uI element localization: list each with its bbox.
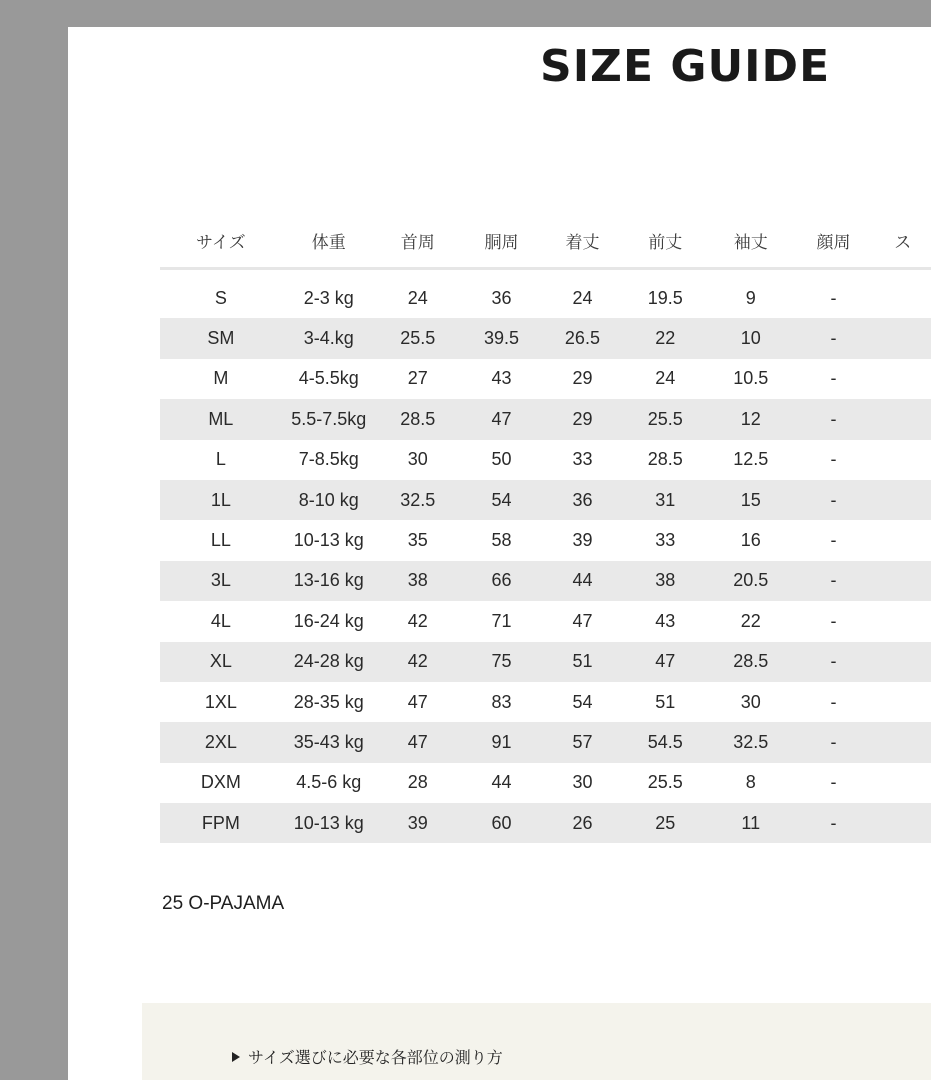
table-cell — [874, 561, 931, 601]
table-cell: 57 — [543, 722, 621, 762]
table-cell: 10.5 — [733, 368, 769, 389]
table-cell: 32.5 — [709, 722, 793, 762]
table-cell: - — [830, 530, 837, 551]
table-row — [160, 601, 931, 641]
table-cell — [874, 440, 931, 480]
table-cell: 19.5 — [647, 287, 683, 308]
column-header: サイズ — [160, 213, 282, 269]
size-cell: M — [213, 368, 229, 389]
table-cell: 4-5.5kg — [298, 368, 359, 389]
size-cell: S — [214, 287, 227, 308]
size-table-container — [160, 213, 931, 843]
table-row — [160, 440, 931, 480]
size-cell: 2XL — [160, 722, 282, 762]
table-cell: 47 — [622, 642, 709, 682]
table-cell: 51 — [655, 691, 676, 712]
table-cell: - — [793, 561, 875, 601]
table-row — [160, 520, 931, 560]
table-cell — [874, 601, 931, 641]
table-cell: 20.5 — [709, 561, 793, 601]
table-cell: 47 — [407, 691, 428, 712]
table-cell: 26.5 — [543, 318, 621, 358]
table-cell: - — [830, 368, 837, 389]
column-header: ス — [874, 213, 931, 269]
table-cell: - — [793, 803, 875, 843]
table-cell — [874, 682, 931, 722]
table-cell: 28.5 — [709, 642, 793, 682]
table-cell: 75 — [460, 642, 544, 682]
table-cell: 29 — [543, 399, 621, 439]
table-cell: 29 — [572, 368, 593, 389]
page-title: SIZE GUIDE — [540, 41, 831, 92]
table-cell: 15 — [709, 480, 793, 520]
table-cell: 33 — [572, 449, 593, 470]
table-cell: 54 — [460, 480, 544, 520]
size-cell: 3L — [160, 561, 282, 601]
disclosure-triangle-icon — [232, 1052, 240, 1062]
spacer-cell — [793, 269, 875, 279]
table-cell: 16 — [740, 530, 761, 551]
table-cell: 32.5 — [376, 480, 460, 520]
table-cell: 12.5 — [733, 449, 769, 470]
table-cell: 47 — [572, 610, 593, 631]
table-cell: 39 — [572, 530, 593, 551]
table-cell: 2-3 kg — [303, 287, 354, 308]
table-header-row — [160, 213, 931, 269]
table-row — [160, 278, 931, 318]
measure-guide-label: サイズ選びに必要な各部位の測り方 — [248, 1048, 503, 1067]
table-cell: 10 — [709, 318, 793, 358]
table-cell — [874, 803, 931, 843]
table-cell: - — [793, 722, 875, 762]
header-spacer — [160, 269, 931, 279]
size-cell: SM — [160, 318, 282, 358]
product-name: 25 O-PAJAMA — [162, 893, 285, 914]
table-cell: 24 — [655, 368, 676, 389]
size-cell: 1L — [160, 480, 282, 520]
table-cell: 22 — [622, 318, 709, 358]
table-cell: 25.5 — [622, 399, 709, 439]
table-cell: 16-24 kg — [293, 610, 364, 631]
table-cell: 36 — [543, 480, 621, 520]
table-cell — [874, 763, 931, 803]
table-cell — [874, 480, 931, 520]
table-row — [160, 399, 931, 439]
spacer-cell — [543, 269, 621, 279]
table-cell: 10-13 kg — [282, 803, 376, 843]
table-cell: 36 — [491, 287, 512, 308]
table-cell: 66 — [460, 561, 544, 601]
table-cell: 54 — [572, 691, 593, 712]
table-cell: 12 — [709, 399, 793, 439]
table-row — [160, 318, 931, 358]
table-cell: 43 — [491, 368, 512, 389]
table-cell: 8-10 kg — [282, 480, 376, 520]
table-cell — [874, 399, 931, 439]
table-row — [160, 763, 931, 803]
table-cell: 4.5-6 kg — [296, 772, 362, 793]
table-cell: 47 — [376, 722, 460, 762]
table-cell: - — [793, 642, 875, 682]
table-cell: 30 — [572, 772, 593, 793]
size-cell: FPM — [160, 803, 282, 843]
table-cell: - — [830, 772, 837, 793]
table-cell: 44 — [543, 561, 621, 601]
spacer-cell — [460, 269, 544, 279]
table-cell: 54.5 — [622, 722, 709, 762]
table-cell: 26 — [543, 803, 621, 843]
column-header: 袖丈 — [709, 213, 793, 269]
size-cell: 4L — [210, 610, 231, 631]
column-header: 前丈 — [622, 213, 709, 269]
table-row — [160, 682, 931, 722]
table-cell: 25 — [622, 803, 709, 843]
table-row — [160, 642, 931, 682]
column-header: 着丈 — [543, 213, 621, 269]
table-cell: 28.5 — [647, 449, 683, 470]
table-cell: 5.5-7.5kg — [282, 399, 376, 439]
column-header: 体重 — [282, 213, 376, 269]
spacer-cell — [874, 269, 931, 279]
table-cell: 38 — [622, 561, 709, 601]
column-header: 首周 — [376, 213, 460, 269]
table-cell: 42 — [407, 610, 428, 631]
table-cell — [874, 722, 931, 762]
table-cell — [874, 318, 931, 358]
table-cell: 30 — [407, 449, 428, 470]
table-cell: - — [793, 318, 875, 358]
table-cell: 39 — [376, 803, 460, 843]
table-cell: 25.5 — [376, 318, 460, 358]
table-cell: 38 — [376, 561, 460, 601]
table-cell: - — [830, 449, 837, 470]
table-cell: 42 — [376, 642, 460, 682]
table-cell: 22 — [740, 610, 761, 631]
measurement-panel — [142, 1003, 931, 1080]
table-cell: 7-8.5kg — [298, 449, 359, 470]
spacer-cell — [282, 269, 376, 279]
table-cell: - — [830, 287, 837, 308]
table-cell: 9 — [745, 287, 756, 308]
table-cell — [874, 520, 931, 560]
table-cell: 24 — [407, 287, 428, 308]
table-row — [160, 359, 931, 399]
table-cell: 71 — [491, 610, 512, 631]
table-cell: 24-28 kg — [282, 642, 376, 682]
table-cell — [874, 642, 931, 682]
spacer-cell — [622, 269, 709, 279]
table-row — [160, 722, 931, 762]
table-cell: 8 — [745, 772, 756, 793]
size-cell: XL — [160, 642, 282, 682]
table-cell: 10-13 kg — [293, 530, 364, 551]
table-cell: 24 — [572, 287, 593, 308]
table-cell: 60 — [460, 803, 544, 843]
table-cell: 28-35 kg — [293, 691, 364, 712]
table-cell: 35-43 kg — [282, 722, 376, 762]
column-header: 顔周 — [793, 213, 875, 269]
table-cell — [874, 278, 931, 318]
table-cell: 83 — [491, 691, 512, 712]
table-cell: 25.5 — [647, 772, 683, 793]
table-cell: 47 — [460, 399, 544, 439]
size-guide-sheet — [68, 27, 931, 1080]
table-cell: 43 — [655, 610, 676, 631]
table-cell: 50 — [491, 449, 512, 470]
table-cell: 33 — [655, 530, 676, 551]
table-cell: - — [830, 691, 837, 712]
measure-guide-toggle[interactable] — [232, 1045, 503, 1068]
table-cell — [874, 359, 931, 399]
table-body — [160, 269, 931, 844]
table-cell: 91 — [460, 722, 544, 762]
spacer-cell — [376, 269, 460, 279]
table-cell: 27 — [407, 368, 428, 389]
spacer-cell — [709, 269, 793, 279]
table-cell: 35 — [407, 530, 428, 551]
table-cell: 13-16 kg — [282, 561, 376, 601]
size-cell: L — [215, 449, 226, 470]
size-cell: 1XL — [204, 691, 237, 712]
table-cell: - — [793, 480, 875, 520]
table-cell: 39.5 — [460, 318, 544, 358]
table-row — [160, 561, 931, 601]
column-header: 胴周 — [460, 213, 544, 269]
table-cell: 44 — [491, 772, 512, 793]
size-cell: ML — [160, 399, 282, 439]
table-cell: - — [793, 399, 875, 439]
table-row — [160, 480, 931, 520]
table-cell: 31 — [622, 480, 709, 520]
table-cell: 11 — [709, 803, 793, 843]
size-cell: DXM — [200, 772, 241, 793]
table-row — [160, 803, 931, 843]
size-cell: LL — [210, 530, 231, 551]
spacer-cell — [160, 269, 282, 279]
table-cell: 30 — [740, 691, 761, 712]
table-cell: 28.5 — [376, 399, 460, 439]
size-table — [160, 213, 931, 843]
table-cell: 58 — [491, 530, 512, 551]
table-cell: 3-4.kg — [282, 318, 376, 358]
table-cell: 51 — [543, 642, 621, 682]
table-cell: 28 — [407, 772, 428, 793]
table-cell: - — [830, 610, 837, 631]
